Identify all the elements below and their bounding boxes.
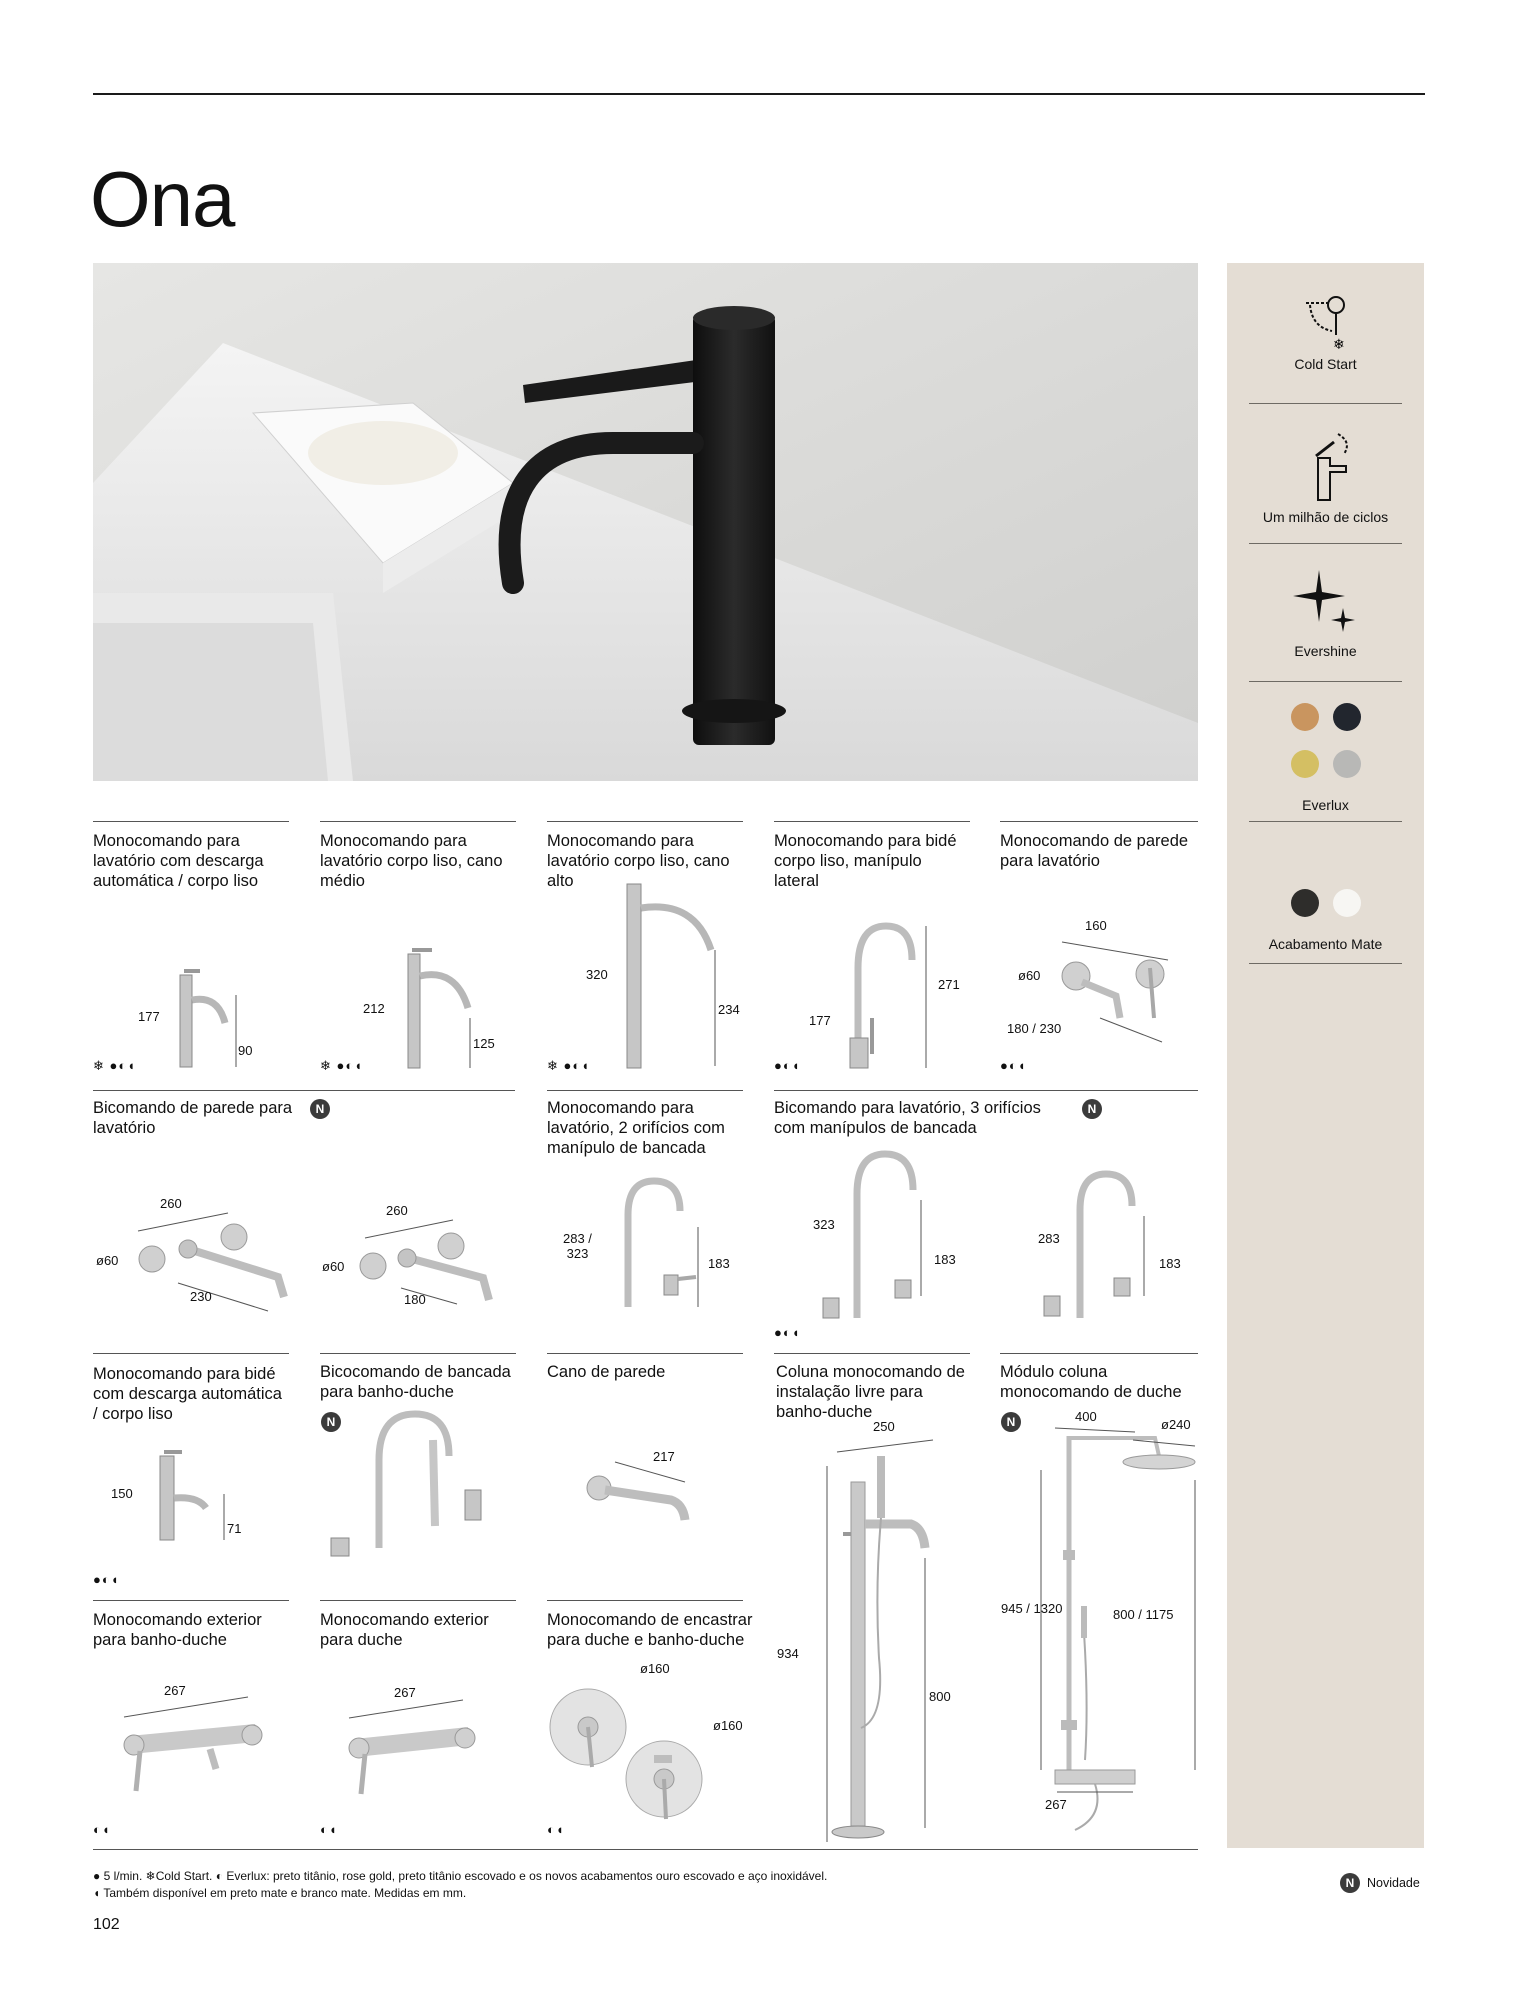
dimension-label: ø60 [1018,968,1041,983]
dimension-label: 267 [164,1683,186,1698]
novidade-label: Novidade [1367,1876,1420,1890]
dimension-label: 283 [1038,1231,1060,1246]
product-image-deck-bath-shower-mixer [325,1410,515,1560]
million-cycles-icon [1296,428,1356,504]
dimension-label: 180 / 230 [1007,1021,1062,1036]
divider [1249,681,1402,682]
dimension-label: 400 [1075,1409,1097,1424]
snowflake-icon: ❄ [145,1869,156,1883]
cell-rule [774,821,970,822]
product-title: Monocomando para lavatório corpo liso, cano alto [547,832,730,890]
dimension-label: 800 [929,1689,951,1704]
dimension-label: 217 [653,1449,675,1464]
feature-icons: ●◐◖ [1000,1058,1027,1073]
product-image-wall-basin-mixer [1050,938,1190,1048]
product-image-basin-mixer-tall [615,880,725,1070]
dimension-label: ø160 [640,1661,670,1676]
novidade-badge: N [1340,1873,1360,1893]
product-image-shower-column-module [1035,1420,1215,1838]
swatch-titanium-black [1333,703,1361,731]
swatch-brushed-gold [1291,750,1319,778]
swatch-matte-white [1333,889,1361,917]
product-title: Coluna monocomando de instalação livre para banho-duche [776,1363,965,1421]
dimension-label: ø60 [96,1253,119,1268]
cell-rule [1000,1353,1198,1354]
product-title: Cano de parede [547,1363,666,1381]
dimension-label: 150 [111,1486,133,1501]
product-title: Bicomando para lavatório, 3 orifícios com manípulos de bancada [774,1099,1041,1137]
cell-rule [547,1090,743,1091]
product-image-bidet-mixer-short [150,1448,260,1543]
dimension-label: 125 [473,1036,495,1051]
bottom-rule [93,1849,1198,1850]
feature-icons: ◐◖ [547,1822,565,1837]
product-title: Monocomando de encastrar para duche e banho-duche [547,1611,753,1649]
dimension-label: ø160 [713,1718,743,1733]
dimension-label: 267 [1045,1797,1067,1812]
dimension-label: ø240 [1161,1417,1191,1432]
dimension-label: 183 [708,1256,730,1271]
product-title: Monocomando exterior para duche [320,1611,489,1649]
divider [1249,963,1402,964]
dimension-label: 934 [777,1646,799,1661]
product-image-wall-spout [585,1460,705,1530]
cell-rule [320,1353,516,1354]
dimension-label: 177 [809,1013,831,1028]
product-title: Bicocomando de bancada para banho-duche [320,1363,511,1401]
product-image-exposed-shower-mixer [345,1698,480,1798]
product-image-basin-mixer-medium [400,948,490,1070]
feature-label: Acabamento Mate [1268,936,1383,952]
product-image-concealed-shower-mixers [548,1685,718,1825]
page-title: Ona [90,155,235,243]
divider [1249,821,1402,822]
dimension-label: 260 [386,1203,408,1218]
product-title: Módulo coluna monocomando de duche [1000,1363,1182,1401]
footer-everlux: Everlux: preto titânio, rose gold, preto titânio escovado e os novos acabamentos ouro escovado e aço inoxidável. [226,1869,828,1883]
dimension-label: 230 [190,1289,212,1304]
cell-rule [547,821,743,822]
footer-legend-line-2 [93,1886,1043,1900]
evershine-sparkle-icon [1291,568,1361,638]
features-sidebar [1227,263,1424,1848]
new-badge: N [1082,1099,1102,1119]
dimension-label: 183 [934,1252,956,1267]
new-badge: N [310,1099,330,1119]
feature-everlux [1249,703,1402,813]
dimension-label: 323 [813,1217,835,1232]
product-title: Monocomando para bidé corpo liso, manípulo lateral [774,832,957,890]
dimension-label: 800 / 1175 [1113,1607,1174,1622]
cell-rule [320,821,516,822]
cell-rule [547,1353,743,1354]
feature-label: Cold Start [1294,356,1357,372]
dimension-label: 267 [394,1685,416,1700]
footer-cold-start: Cold Start. [155,1869,213,1883]
feature-matte-finish [1249,889,1402,952]
cell-rule [774,1090,1198,1091]
feature-million-cycles [1249,428,1402,525]
dimension-label [563,1231,592,1261]
product-image-two-hole-basin-mixer [612,1175,722,1310]
swatch-stainless [1333,750,1361,778]
feature-icons: ◐◖ [320,1822,338,1837]
dimension-line: 283 / [563,1231,592,1246]
cell-rule [93,1600,289,1601]
feature-icons: ●◐◖ [774,1058,801,1073]
dimension-label: 320 [586,967,608,982]
hero-faucet-illustration [93,263,1198,781]
feature-icons: ◐◖ [93,1822,111,1837]
product-image-wall-two-handle-mixer-a [118,1213,298,1333]
feature-label: Evershine [1294,643,1357,659]
top-rule [93,93,1425,95]
dimension-label: 180 [404,1292,426,1307]
new-badge: N [1001,1412,1021,1432]
feature-icons: ❄ ●◐◖ [320,1058,364,1073]
page-number: 102 [93,1916,120,1933]
cold-start-icon [1296,291,1356,351]
product-image-three-hole-basin-mixer-tall [817,1150,947,1320]
product-title: Monocomando para lavatório corpo liso, cano médio [320,832,503,890]
matte-icon: ◖ [93,1886,101,1900]
dimension-label: 160 [1085,918,1107,933]
dimension-label: 250 [873,1419,895,1434]
cell-rule [774,1353,970,1354]
water-drop-icon: ● [93,1869,101,1883]
dimension-label: 212 [363,1001,385,1016]
dimension-label: 945 / 1320 [1001,1601,1063,1616]
feature-icons: ●◐◖ [774,1325,801,1340]
product-title: Monocomando exterior para banho-duche [93,1611,262,1649]
feature-cold-start [1249,291,1402,372]
cell-rule [93,1090,515,1091]
new-badge: N [321,1412,341,1432]
divider [1249,403,1402,404]
dimension-label: 177 [138,1009,160,1024]
feature-evershine [1249,568,1402,659]
dimension-label: 234 [718,1002,740,1017]
divider [1249,543,1402,544]
hero-photo [93,263,1198,781]
cell-rule [93,1353,289,1354]
swatch-matte-black [1291,889,1319,917]
dimension-label: 271 [938,977,960,992]
cell-rule [1000,821,1198,822]
product-image-exposed-bath-shower-mixer [120,1695,270,1795]
feature-label: Everlux [1302,797,1349,813]
feature-icons: ●◐◖ [93,1572,120,1587]
dimension-label: 183 [1159,1256,1181,1271]
everlux-icon: ◐ [215,1869,223,1883]
dimension-label: 71 [227,1521,242,1536]
swatch-rose-gold [1291,703,1319,731]
dimension-label: 260 [160,1196,182,1211]
product-title: Bicomando de parede para lavatório [93,1099,293,1137]
product-title: Monocomando para bidé com descarga automática / corpo liso [93,1365,282,1423]
feature-icons: ❄ ●◐◖ [93,1058,137,1073]
product-title: Monocomando de parede para lavatório [1000,832,1189,870]
dimension-line: 323 [566,1246,589,1261]
dimension-label: 90 [238,1043,253,1058]
product-title: Monocomando para lavatório, 2 orifícios com manípulo de bancada [547,1099,725,1157]
cell-rule [320,1600,516,1601]
feature-icons: ❄ ●◐◖ [547,1058,591,1073]
footer-legend-line-1 [93,1869,1043,1883]
footer-flow-rate: 5 l/min. [103,1869,143,1883]
svg-text:❄: ❄ [1332,337,1345,351]
feature-label: Um milhão de ciclos [1262,509,1389,525]
product-image-bidet-mixer [828,918,938,1070]
cell-rule [547,1600,743,1601]
product-title: Monocomando para lavatório com descarga automática / corpo liso [93,832,264,890]
cell-rule [93,821,289,822]
product-image-freestanding-bath-column [815,1438,945,1844]
product-image-wall-two-handle-mixer-b [345,1218,505,1328]
dimension-label: ø60 [322,1259,345,1274]
footer-matte-note: Também disponível em preto mate e branco mate. Medidas em mm. [103,1886,467,1900]
